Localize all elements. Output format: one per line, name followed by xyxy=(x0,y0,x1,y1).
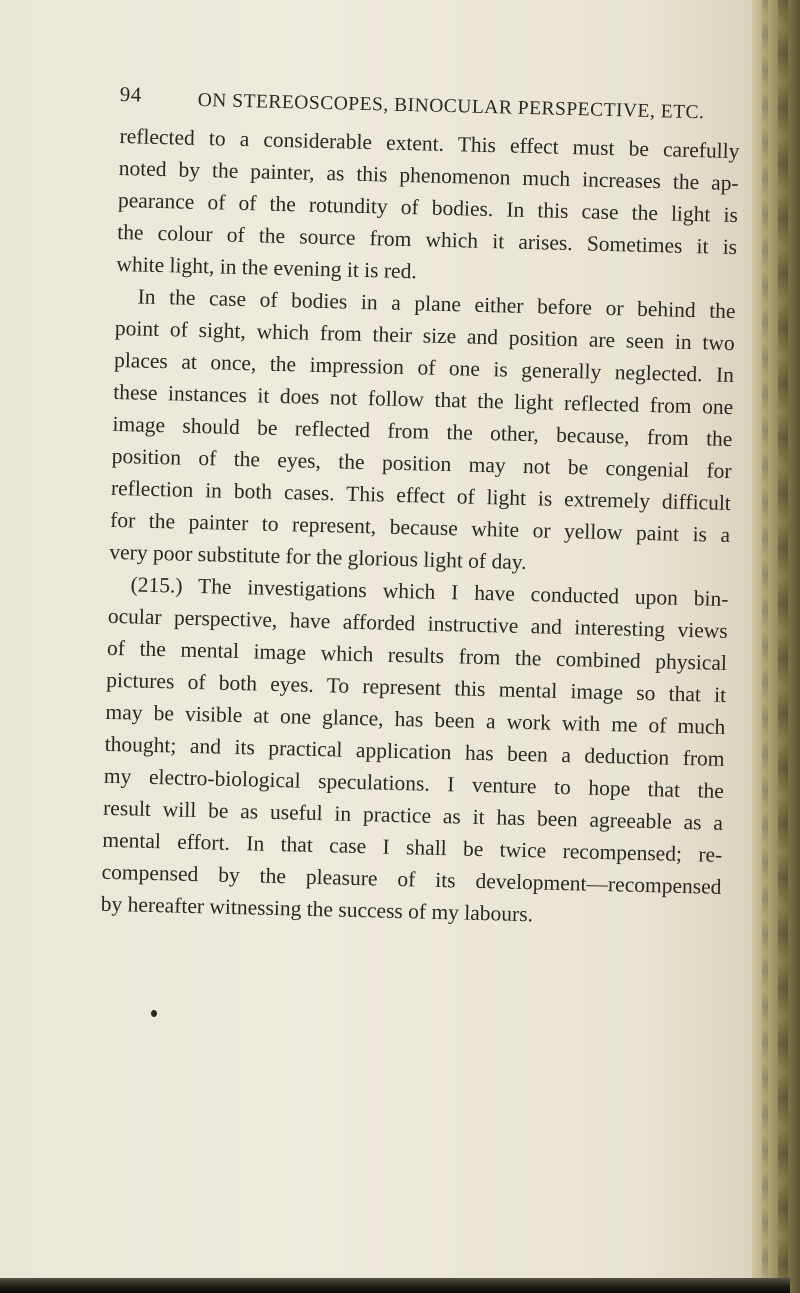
text-line: mental effort. In that case I shall be twice recompensed; re- xyxy=(102,827,723,867)
text-line: compensed by the pleasure of its development—recompensed xyxy=(101,859,722,899)
text-line: ocular perspective, have afforded instructive and interesting views xyxy=(107,603,728,643)
page-number: 94 xyxy=(119,82,142,107)
text-line: pearance of of the rotundity of bodies. In this case the light is xyxy=(117,187,739,228)
text-line: for the painter to represent, because white or yellow paint is a xyxy=(109,507,731,548)
text-line: by hereafter witnessing the success of my labours. xyxy=(100,891,534,927)
body-text xyxy=(100,120,739,935)
text-line: thought; and its practical application has been a deduction from xyxy=(104,731,725,771)
page-bottom-edge xyxy=(0,1278,790,1293)
text-line: reflected to a considerable extent. This effect must be carefully xyxy=(119,123,740,164)
text-line: the colour of the source from which it arises. Sometimes it is xyxy=(116,219,738,260)
running-title: ON STEREOSCOPES, BINOCULAR PERSPECTIVE, ETC. xyxy=(197,89,705,124)
paragraph-start-line: (215.) The investigations which I have conducted upon bin- xyxy=(130,572,729,612)
text-line: white light, in the evening it is red. xyxy=(116,251,418,284)
text-line: places at once, the impression of one is generally neglected. In xyxy=(113,347,735,388)
text-line: reflection in both cases. This effect of light is extremely difficult xyxy=(110,475,732,516)
text-line: very poor substitute for the glorious light of day. xyxy=(109,539,527,575)
text-line: image should be reflected from the other, because, from the xyxy=(112,411,733,452)
text-line: result will be as useful in practice as it has been agreeable as a xyxy=(102,795,724,835)
text-line: these instances it does not follow that the light reflected from one xyxy=(113,379,734,420)
text-line: my electro-biological speculations. I venture to hope that the xyxy=(103,763,725,803)
text-line: pictures of both eyes. To represent this mental image so that it xyxy=(106,667,727,707)
paragraph-start-line: In the case of bodies in a plane either before or behind the xyxy=(137,284,736,324)
ink-speck xyxy=(151,1010,157,1017)
text-line: noted by the painter, as this phenomenon much increases the ap- xyxy=(118,155,739,196)
text-line: may be visible at one glance, has been a work with me of much xyxy=(105,699,726,739)
text-line: point of sight, which from their size and position are seen in two xyxy=(114,315,736,356)
text-line: of the mental image which results from the combined physical xyxy=(106,635,728,675)
book-binding-edge xyxy=(752,0,800,1293)
text-line: position of the eyes, the position may not be congenial for xyxy=(111,443,732,484)
